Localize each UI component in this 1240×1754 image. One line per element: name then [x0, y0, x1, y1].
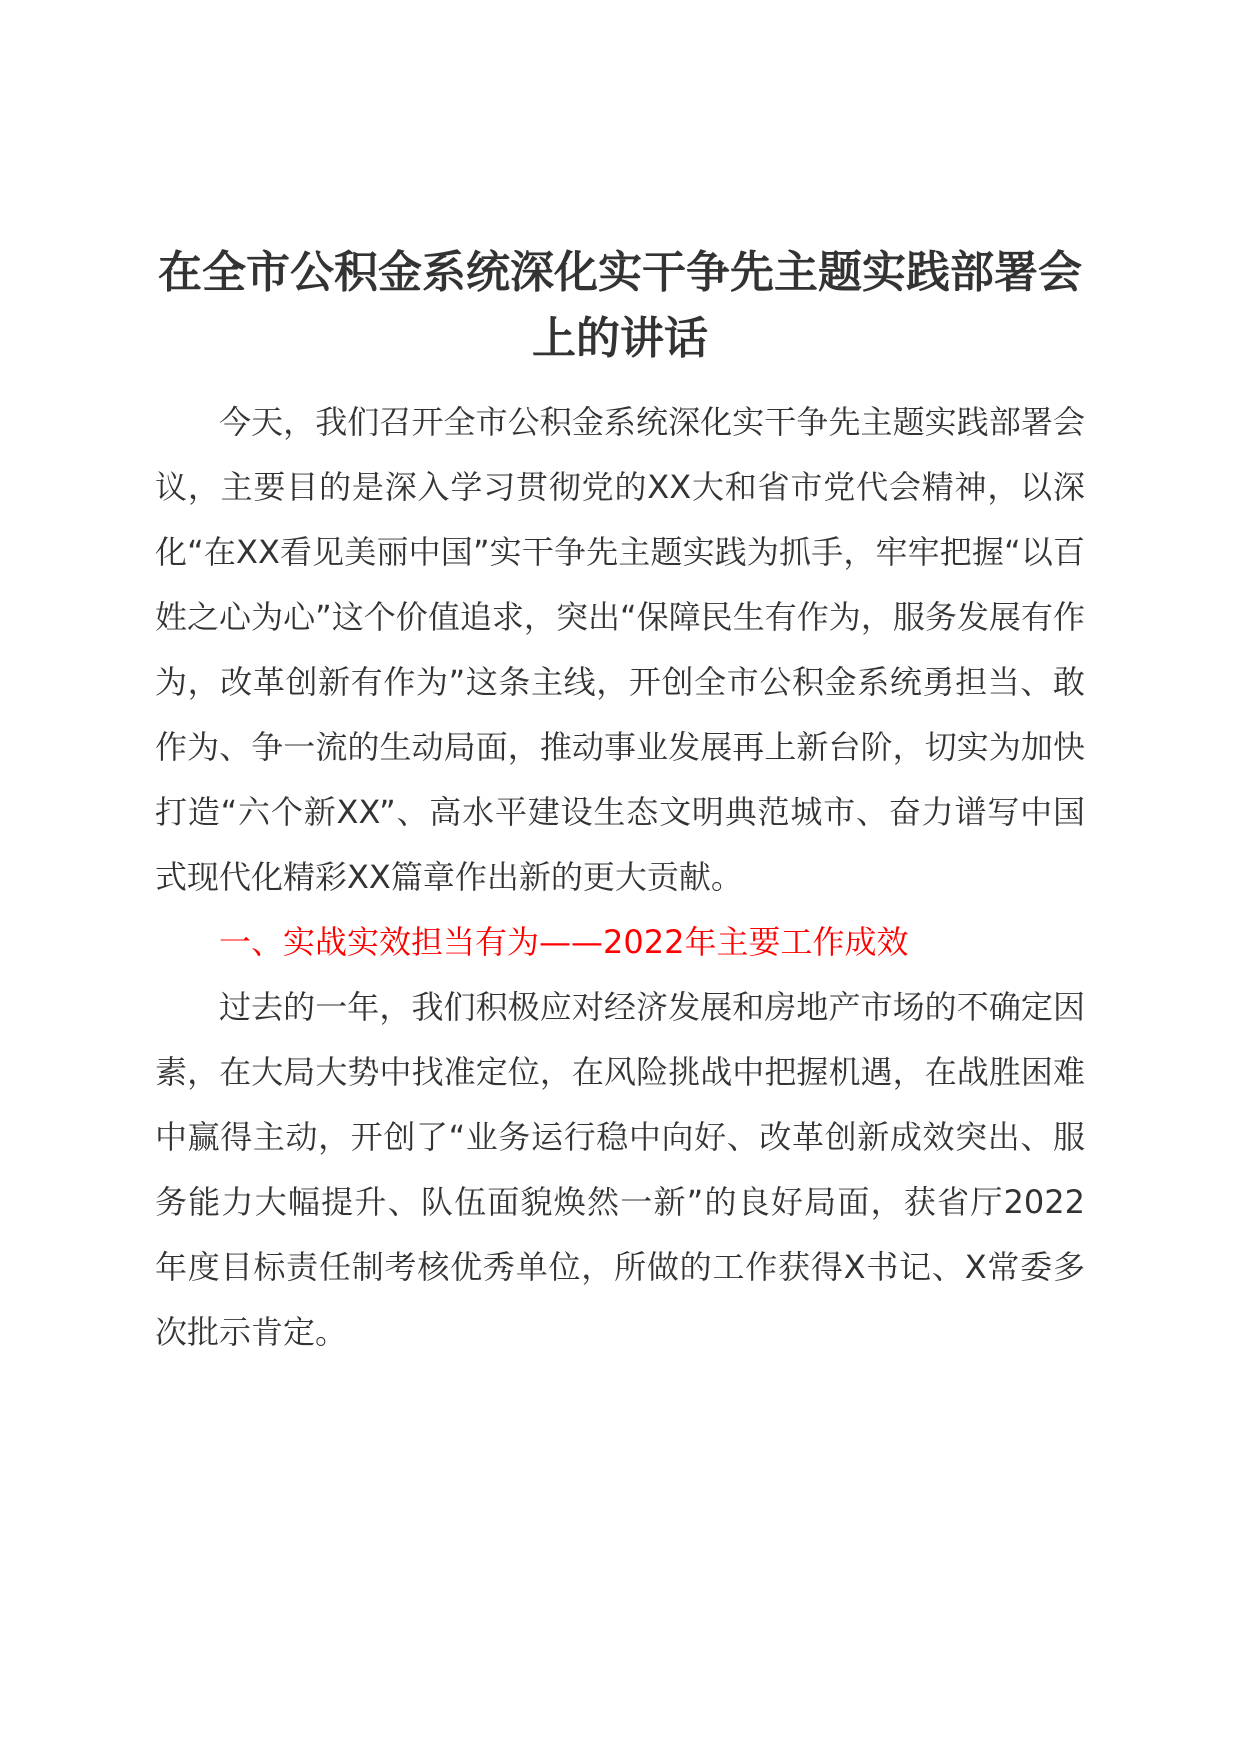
document-page [155, 240, 1085, 1365]
intro-paragraph: 今天，我们召开全市公积金系统深化实干争先主题实践部署会议，主要目的是深入学习贯彻党的XX大和省市党代会精神，以深化“在XX看见美丽中国”实干争先主题实践为抓手，牢牢把握“以百姓之心为心”这个价值追求，突出“保障民生有作为，服务发展有作为，改革创新有作为”这条主线，开创全市公积金系统勇担当、敢作为、争一流的生动局面，推动事业发展再上新台阶，切实为加快打造“六个新XX”、高水平建设生态文明典范城市、奋力谱写中国式现代化精彩XX篇章作出新的更大贡献。 [155, 403, 1085, 896]
section-heading: 一、实战实效担当有为——2022年主要工作成效 [219, 923, 909, 961]
section-body-paragraph: 过去的一年，我们积极应对经济发展和房地产市场的不确定因素，在大局大势中找准定位，在风险挑战中把握机遇，在战胜困难中赢得主动，开创了“业务运行稳中向好、改革创新成效突出、服务能力大幅提升、队伍面貌焕然一新”的良好局面，获省厅2022年度目标责任制考核优秀单位，所做的工作获得X书记、X常委多次批示肯定。 [155, 988, 1085, 1351]
document-title: 在全市公积金系统深化实干争先主题实践部署会上的讲话 [158, 247, 1082, 364]
